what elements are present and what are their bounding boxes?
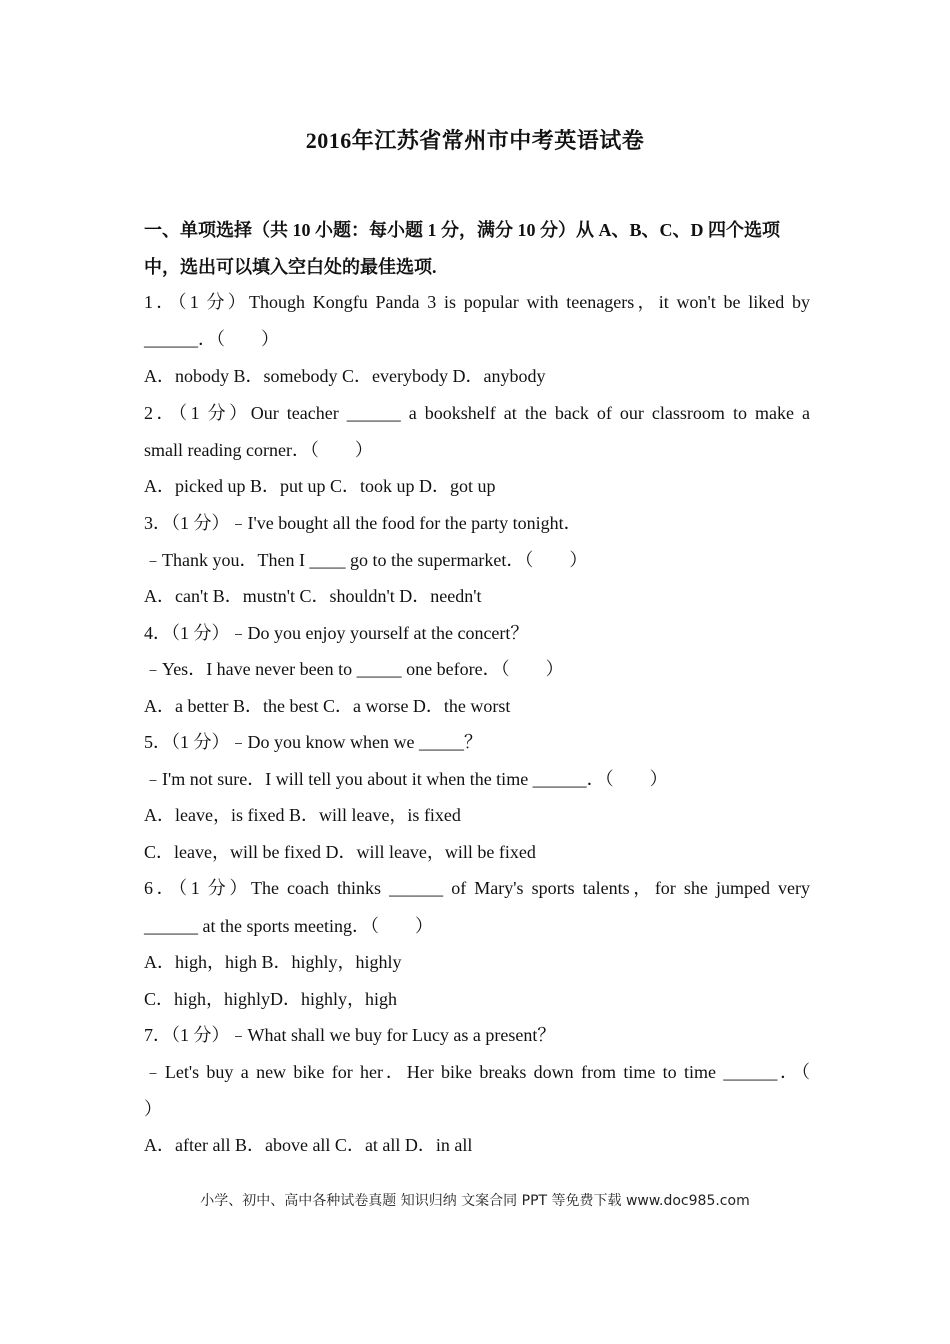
question-7-options: A．after all B．above all C．at all D．in all — [144, 1135, 473, 1155]
question-5-reply: ﹣I'm not sure．I will tell you about it when the time ______．（ ） — [144, 769, 668, 789]
question-3-options: A．can't B．mustn't C．shouldn't D．needn't — [144, 586, 482, 606]
question-2-options: A．picked up B．put up C．took up D．got up — [144, 476, 496, 496]
question-6-options-ab: A．high，high B．highly，highly — [144, 952, 402, 972]
question-5-stem: 5．（1 分）﹣Do you know when we _____？ — [144, 732, 482, 752]
question-5-options-cd: C．leave，will be fixed D．will leave，will be fixed — [144, 842, 536, 862]
question-7-stem: 7．（1 分）﹣What shall we buy for Lucy as a present？ — [144, 1025, 556, 1045]
question-1-options: A．nobody B．somebody C．everybody D．anybody — [144, 366, 546, 386]
question-7-reply: ﹣Let's buy a new bike for her．Her bike breaks down from time to time ______．（ — [144, 1062, 810, 1082]
question-6-stem: 6．（1 分）The coach thinks ______ of Mary's sports talents，for she jumped very — [144, 878, 810, 898]
question-6-options-cd: C．high，highlyD．highly，high — [144, 989, 398, 1009]
question-4-reply: ﹣Yes．I have never been to _____ one before．（ ） — [144, 659, 564, 679]
page-title: 2016年江苏省常州市中考英语试卷 — [305, 128, 645, 153]
question-6-stem-cont: ______ at the sports meeting．（ ） — [144, 916, 433, 936]
question-3-stem: 3．（1 分）﹣I've bought all the food for the party tonight． — [144, 513, 582, 533]
question-5-options-ab: A．leave，is fixed B．will leave，is fixed — [144, 805, 461, 825]
question-3-reply: ﹣Thank you．Then I ____ go to the supermarket．（ ） — [144, 550, 588, 570]
question-2-stem: 2．（1 分）Our teacher ______ a bookshelf at the back of our classroom to make a — [144, 403, 810, 423]
question-1-stem: 1．（1 分）Though Kongfu Panda 3 is popular with teenagers，it won't be liked by — [144, 292, 810, 312]
page-footer: 小学、初中、高中各种试卷真题 知识归纳 文案合同 PPT 等免费下载 www.doc985.com — [200, 1193, 750, 1209]
question-7-reply-cont: ） — [144, 1099, 162, 1119]
question-2-stem-cont: small reading corner．（ ） — [144, 440, 373, 460]
question-1-blank: ______．（ ） — [144, 329, 279, 349]
question-4-options: A．a better B．the best C．a worse D．the worst — [144, 696, 511, 716]
section-heading: 一、单项选择（共 10 小题：每小题 1 分，满分 10 分）从 A、B、C、D 四个选项中，选出可以填入空白处的最佳选项. — [144, 220, 780, 277]
question-4-stem: 4．（1 分）﹣Do you enjoy yourself at the concert？ — [144, 623, 529, 643]
